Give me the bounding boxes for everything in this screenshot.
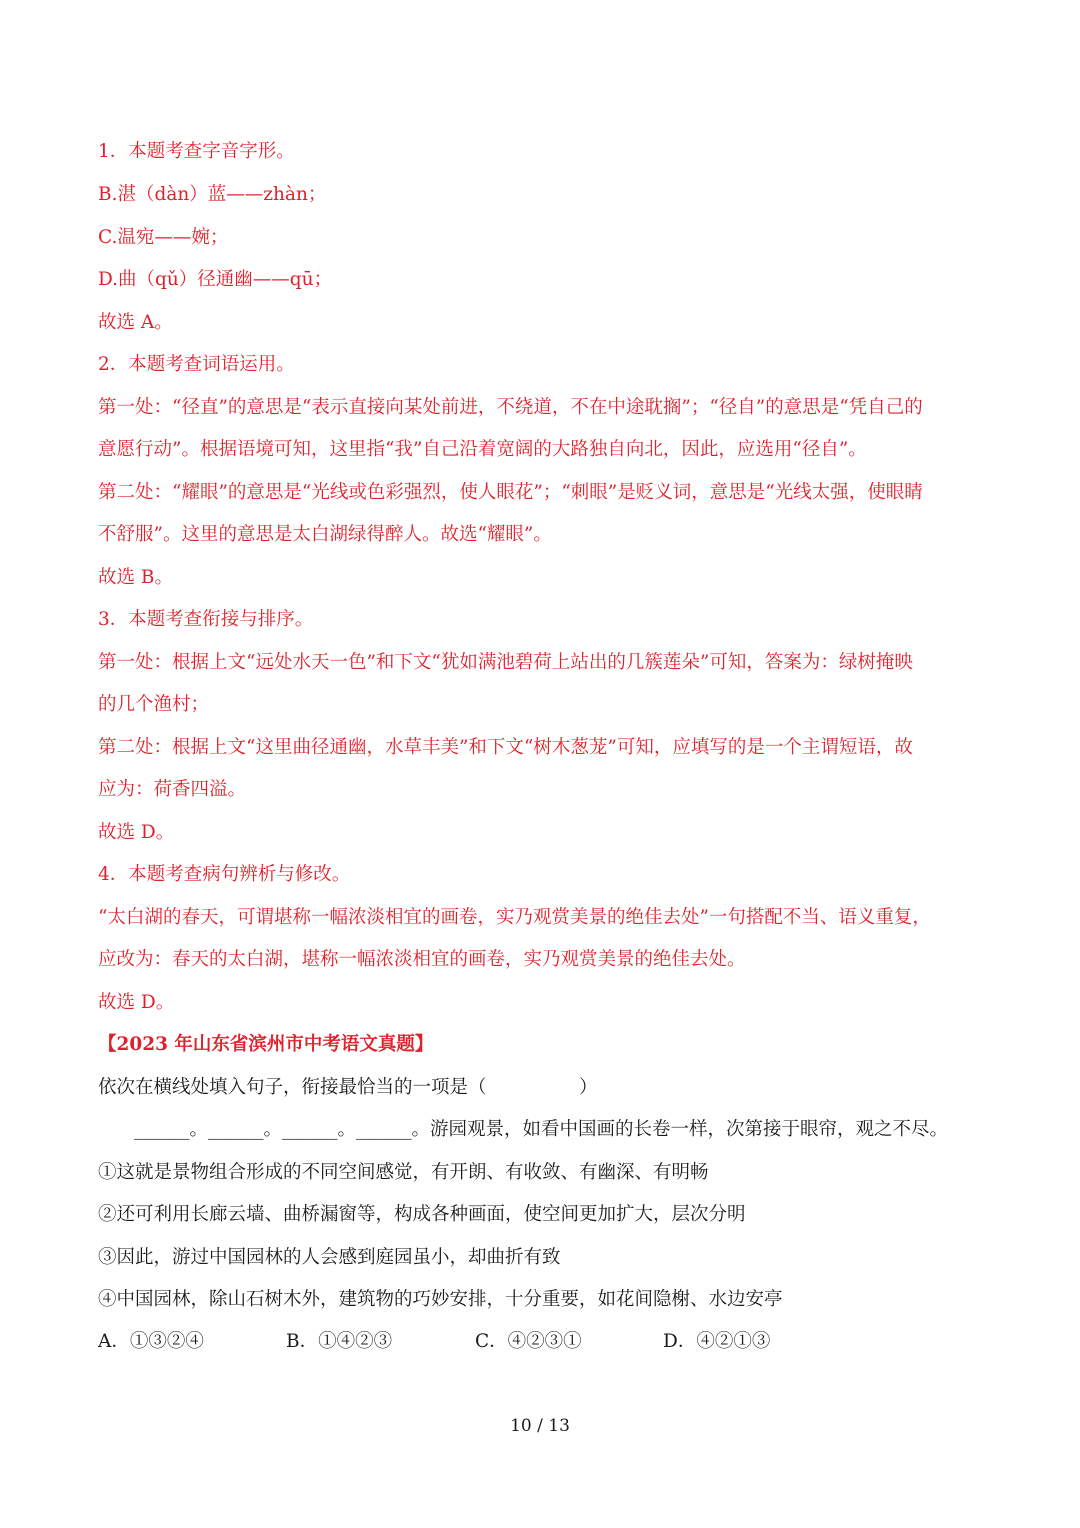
answer-options bbox=[98, 1330, 988, 1354]
exam-item-1: ①这就是景物组合形成的不同空间感觉，有开朗、有收敛、有幽深、有明畅 bbox=[98, 1162, 709, 1183]
q3-para2-line1: 第二处：根据上文“这里曲径通幽，水草丰美”和下文“树木葱茏”可知，应填写的是一个主谓短语，故 bbox=[98, 737, 913, 758]
exam-item-4: ④中国园林，除山石树木外，建筑物的巧妙安排，十分重要，如花间隐榭、水边安亭 bbox=[98, 1289, 783, 1310]
q3-heading: 3．本题考查衔接与排序。 bbox=[98, 609, 314, 630]
q3-para1-line1: 第一处：根据上文“远处水天一色”和下文“犹如满池碧荷上站出的几簇莲朵”可知，答案为：绿树掩映 bbox=[98, 652, 913, 673]
q1-heading: 1．本题考查字音字形。 bbox=[98, 141, 295, 162]
q4-conclusion: 故选 D。 bbox=[98, 992, 175, 1013]
q3-para2-line2: 应为：荷香四溢。 bbox=[98, 779, 247, 800]
q3-para1-line2: 的几个渔村； bbox=[98, 694, 210, 715]
q4-para1-line2: 应改为：春天的太白湖，堪称一幅浓淡相宜的画卷，实乃观赏美景的绝佳去处。 bbox=[98, 949, 746, 970]
q1-option-c: C.温宛——婉； bbox=[98, 227, 229, 248]
option-c: C．④②③① bbox=[475, 1331, 582, 1352]
q2-heading: 2．本题考查词语运用。 bbox=[98, 354, 295, 375]
option-b: B．①④②③ bbox=[286, 1331, 393, 1352]
option-d: D．④②①③ bbox=[663, 1331, 771, 1352]
q3-conclusion: 故选 D。 bbox=[98, 822, 175, 843]
q2-conclusion: 故选 B。 bbox=[98, 567, 173, 588]
page-number: 10 / 13 bbox=[510, 1416, 570, 1436]
q2-para1-line2: 意愿行动”。根据语境可知，这里指“我”自己沿着宽阔的大路独自向北，因此，应选用“径自”。 bbox=[98, 439, 867, 460]
q2-para2-line2: 不舒服”。这里的意思是太白湖绿得醉人。故选“耀眼”。 bbox=[98, 524, 552, 545]
exam-item-3: ③因此，游过中国园林的人会感到庭园虽小，却曲折有致 bbox=[98, 1247, 561, 1268]
exam-title: 【2023 年山东省滨州市中考语文真题】 bbox=[98, 1034, 434, 1055]
exam-blank-sentence: ______。______。______。______。游园观景，如看中国画的长卷一样，次第接于眼帘，观之不尽。 bbox=[134, 1119, 949, 1140]
q4-heading: 4．本题考查病句辨析与修改。 bbox=[98, 864, 351, 885]
q1-conclusion: 故选 A。 bbox=[98, 312, 173, 333]
exam-question: 依次在横线处填入句子，衔接最恰当的一项是（ ） bbox=[98, 1077, 598, 1098]
q2-para1-line1: 第一处：“径直”的意思是“表示直接向某处前进，不绕道，不在中途耽搁”；“径自”的意思是“凭自己的 bbox=[98, 397, 923, 418]
q1-option-d: D.曲（qǔ）径通幽——qū； bbox=[98, 269, 333, 290]
q2-para2-line1: 第二处：“耀眼”的意思是“光线或色彩强烈，使人眼花”；“刺眼”是贬义词，意思是“光线太强，使眼睛 bbox=[98, 482, 923, 503]
exam-item-2: ②还可利用长廊云墙、曲桥漏窗等，构成各种画面，使空间更加扩大，层次分明 bbox=[98, 1204, 746, 1225]
option-a: A．①③②④ bbox=[98, 1331, 204, 1352]
q1-option-b: B.湛（dàn）蓝——zhàn； bbox=[98, 184, 327, 205]
q4-para1-line1: “太白湖的春天，可谓堪称一幅浓淡相宜的画卷，实乃观赏美景的绝佳去处”一句搭配不当、语义重复， bbox=[98, 907, 931, 928]
